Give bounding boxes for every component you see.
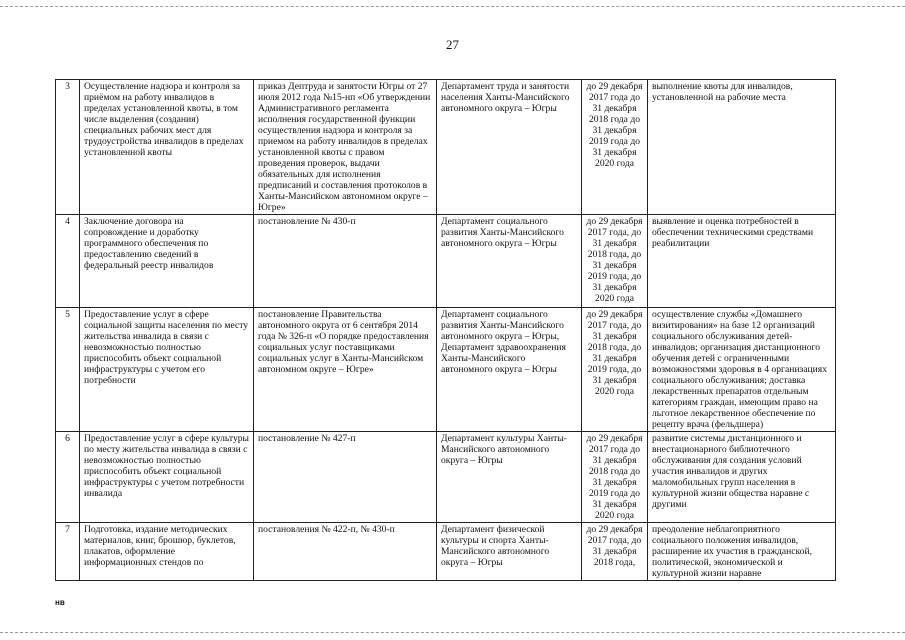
measures-table	[55, 79, 836, 581]
responsible-cell: Департамент социального развития Ханты-Мансийского автономного округа – Югры	[437, 215, 582, 308]
deadline-cell: до 29 декабря 2017 года, до 31 декабря 2018 года, до 31 декабря 2019 года, до 31 декабря 2020 года	[582, 215, 648, 308]
legal-basis-cell: постановление № 430-п	[254, 215, 437, 308]
page-number: 27	[446, 37, 459, 52]
footer-mark: нв	[55, 598, 65, 607]
table-row	[56, 80, 836, 215]
table-row	[56, 432, 836, 523]
result-cell: выполнение квоты для инвалидов, установленной на рабочие места	[648, 80, 836, 215]
result-cell: осуществление службы «Домашнего визитирования» на базе 12 организаций социального обслуживания детей-инвалидов; организация дистанционного обучения детей с ограниченными возможностями здоровья в 4 организациях социального обслуживания; доставка лекарственных препаратов отдельным категориям граждан, имеющим право на льготное лекарственное обеспечение по рецепту врача (фельдшера)	[648, 308, 836, 432]
row-number: 6	[56, 432, 80, 523]
deadline-cell: до 29 декабря 2017 года до 31 декабря 2018 года до 31 декабря 2019 года до 31 декабря 2020 года	[582, 432, 648, 523]
scan-bottom-edge	[0, 632, 905, 633]
deadline-cell: до 29 декабря 2017 года, до 31 декабря 2018 года, до 31 декабря 2019 года, до 31 декабря 2020 года	[582, 308, 648, 432]
deadline-cell: до 29 декабря 2017 года, до 31 декабря 2018 года,	[582, 523, 648, 581]
table-row	[56, 215, 836, 308]
result-cell: преодоление неблагоприятного социального положения инвалидов, расширение их участия в гражданской, политической, экономической и культурной жизни наравне	[648, 523, 836, 581]
deadline-cell: до 29 декабря 2017 года до 31 декабря 2018 года до 31 декабря 2019 года до 31 декабря 2020 года	[582, 80, 648, 215]
scan-top-edge	[0, 6, 905, 7]
table-row	[56, 523, 836, 581]
legal-basis-cell: постановление Правительства автономного округа от 6 сентября 2014 года № 326-п «О порядке предоставления социальных услуг поставщиками социальных услуг в Ханты-Мансийском автономном округе – Югре»	[254, 308, 437, 432]
responsible-cell: Департамент культуры Ханты-Мансийского автономного округа – Югры	[437, 432, 582, 523]
responsible-cell: Департамент социального развития Ханты-Мансийского автономного округа – Югры, Департамент здравоохранения Ханты-Мансийского автономного округа – Югры	[437, 308, 582, 432]
row-number: 3	[56, 80, 80, 215]
measure-cell: Предоставление услуг в сфере социальной защиты населения по месту жительства инвалида в связи с невозможностью полностью приспособить объект социальной инфраструктуры с учетом его потребности	[80, 308, 254, 432]
measure-cell: Подготовка, издание методических материалов, книг, брошюр, буклетов, плакатов, оформление информационных стендов по	[80, 523, 254, 581]
result-cell: развитие системы дистанционного и внестационарного библиотечного обслуживания для создания условий участия инвалидов и других маломобильных групп населения в культурной жизни общества наравне с другими	[648, 432, 836, 523]
measure-cell: Заключение договора на сопровождение и доработку программного обеспечения по предоставлению сведений в федеральный реестр инвалидов	[80, 215, 254, 308]
measure-cell: Предоставление услуг в сфере культуры по месту жительства инвалида в связи с невозможностью полностью приспособить объект социальной инфраструктуры с учетом потребности инвалида	[80, 432, 254, 523]
legal-basis-cell: постановление № 427-п	[254, 432, 437, 523]
responsible-cell: Департамент труда и занятости населения Ханты-Мансийского автономного округа – Югры	[437, 80, 582, 215]
row-number: 4	[56, 215, 80, 308]
row-number: 7	[56, 523, 80, 581]
row-number: 5	[56, 308, 80, 432]
responsible-cell: Департамент физической культуры и спорта Ханты-Мансийского автономного округа – Югры	[437, 523, 582, 581]
measure-cell: Осуществление надзора и контроля за приёмом на работу инвалидов в пределах установленной квоты, в том числе выделения (создания) специальных рабочих мест для трудоустройства инвалидов в пределах установленной квоты	[80, 80, 254, 215]
result-cell: выявление и оценка потребностей в обеспечении техническими средствами реабилитации	[648, 215, 836, 308]
table-row	[56, 308, 836, 432]
legal-basis-cell: приказ Дептруда и занятости Югры от 27 июля 2012 года №15-нп «Об утверждении Административного регламента исполнения государственной функции осуществления надзора и контроля за приемом на работу инвалидов в пределах установленной квоты с правом проведения проверок, выдачи обязательных для исполнения предписаний и составления протоколов в Ханты-Мансийском автономном округе – Югре»	[254, 80, 437, 215]
legal-basis-cell: постановления № 422-п, № 430-п	[254, 523, 437, 581]
